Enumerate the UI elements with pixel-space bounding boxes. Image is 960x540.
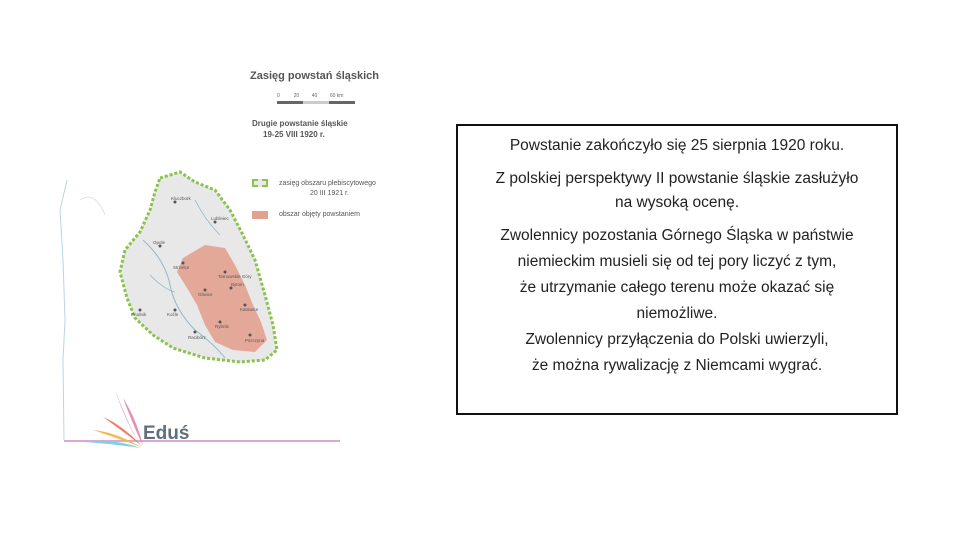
town-label: Opole: [153, 240, 166, 245]
map-frame-line: [60, 180, 67, 440]
town-label: Rybnik: [215, 324, 229, 329]
town-label: Katowice: [240, 307, 259, 312]
town-label: Pszczyna: [245, 338, 265, 343]
legend-label-date: 20 III 1921 r.: [310, 190, 349, 197]
content-textbox: [456, 124, 898, 415]
paragraph-3: [472, 223, 882, 379]
paragraph-line: niemożliwe.: [636, 305, 718, 322]
map-subtitle: Drugie powstanie śląskie: [252, 119, 348, 128]
map-scale-bar: [277, 101, 355, 104]
paragraph-line: niemieckim musieli się od tej pory liczyć z tym,: [517, 253, 837, 270]
map-figure: [55, 60, 405, 455]
paragraph-line: Z polskiej perspektywy II powstanie śląskie zasłużyło: [495, 170, 859, 187]
paragraph-line: Zwolennicy pozostania Górnego Śląska w państwie: [500, 227, 854, 244]
town-label: Gliwice: [198, 292, 213, 297]
paragraph-2: [472, 167, 882, 215]
paragraph-1: Powstanie zakończyło się 25 sierpnia 1920 roku.: [509, 137, 845, 154]
map-title: Zasięg powstań śląskich: [250, 70, 379, 82]
town-label: Kluczbork: [171, 196, 191, 201]
legend-swatch-uprising: [252, 211, 268, 219]
town-label: Lubliniec: [211, 216, 229, 221]
town-label: Bytom: [231, 282, 244, 287]
town-label: Strzelce: [173, 265, 190, 270]
town-label: Koźle: [167, 312, 179, 317]
silesia-map: [55, 60, 405, 455]
legend-label: zasięg obszaru plebiscytowego: [279, 180, 376, 187]
map-subtitle-date: 19-25 VIII 1920 r.: [263, 130, 325, 139]
paragraph-line: że można rywalizację z Niemcami wygrać.: [531, 357, 823, 374]
town-label: Racibórz: [188, 335, 206, 340]
paragraph-line: że utrzymanie całego terenu może okazać się: [519, 279, 835, 296]
paragraph-line: na wysoką ocenę.: [614, 194, 740, 211]
logo-text: Eduś: [143, 423, 190, 444]
legend-swatch-plebiscite: [252, 179, 268, 187]
map-scale-labels: 0 20 40 60 km: [277, 93, 344, 99]
legend-label: obszar objęty powstaniem: [279, 211, 360, 218]
paragraph-line: Zwolennicy przyłączenia do Polski uwierzyli,: [525, 331, 829, 348]
town-label: Tarnowskie Góry: [218, 274, 252, 279]
edus-logo-icon: [85, 390, 143, 448]
town-label: Prudnik: [131, 312, 147, 317]
